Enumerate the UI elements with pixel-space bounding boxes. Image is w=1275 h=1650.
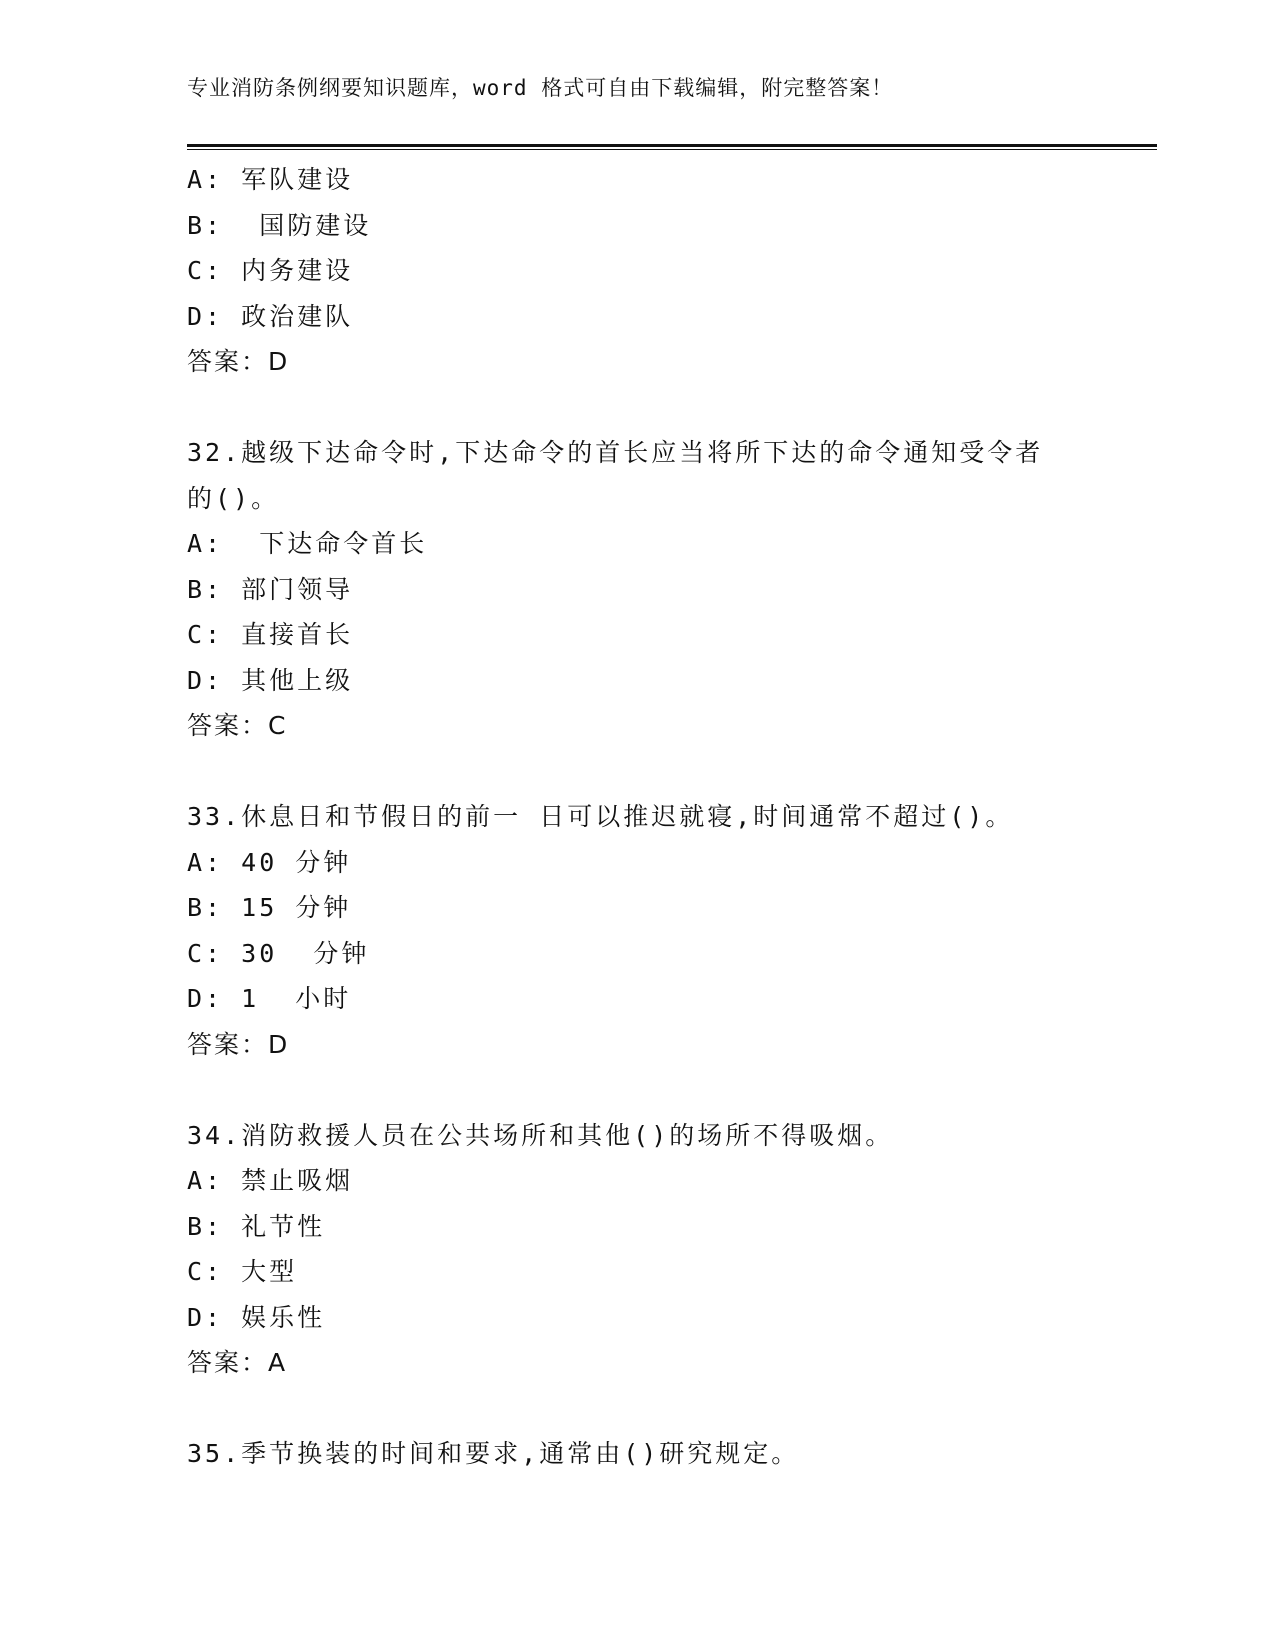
question-block-32 [187,430,1087,749]
option-b: B: 礼节性 [187,1211,326,1241]
header-rule-thick [187,144,1157,147]
option-a: A: 下达命令首长 [187,529,428,558]
block-spacer [187,1386,1087,1432]
option-a: A: 军队建设 [187,165,354,194]
answer-line: 答案：A [187,1348,288,1377]
option-c: C: 直接首长 [187,620,354,649]
option-d: D: 其他上级 [187,665,354,695]
question-stem-line-1: 35.季节换装的时间和要求,通常由()研究规定。 [187,1439,800,1468]
question-block-31 [187,157,1087,385]
question-stem-line-1: 32.越级下达命令时,下达命令的首长应当将所下达的命令通知受令者 [187,438,1044,467]
page-header-title: 专业消防条例纲要知识题库，word 格式可自由下载编辑，附完整答案！ [187,76,894,100]
question-stem-line-2: 的()。 [187,483,280,513]
question-block-34 [187,1113,1087,1386]
option-c: C: 内务建设 [187,256,354,285]
option-b: B: 部门领导 [187,574,354,604]
option-a: A: 40 分钟 [187,847,352,877]
block-spacer [187,385,1087,431]
option-b: B: 国防建设 [187,210,372,240]
question-stem-line-1: 33.休息日和节假日的前一 日可以推迟就寝,时间通常不超过()。 [187,802,1014,831]
answer-line: 答案：D [187,1029,290,1059]
option-b: B: 15 分钟 [187,893,352,922]
option-d: D: 政治建队 [187,301,354,331]
option-c: C: 30 分钟 [187,938,370,968]
question-stem-line-1: 34.消防救援人员在公共场所和其他()的场所不得吸烟。 [187,1120,894,1150]
block-spacer [187,749,1087,795]
question-list [187,157,1087,1477]
option-d: D: 1 小时 [187,984,352,1013]
question-block-35 [187,1431,1087,1477]
block-spacer [187,1067,1087,1113]
option-d: D: 娱乐性 [187,1302,326,1332]
option-a: A: 禁止吸烟 [187,1166,354,1195]
answer-line: 答案：C [187,711,288,740]
answer-line: 答案：D [187,347,290,376]
header-rule-thin [187,149,1157,150]
question-block-33 [187,794,1087,1067]
option-c: C: 大型 [187,1257,298,1286]
header-double-rule [187,144,1157,151]
